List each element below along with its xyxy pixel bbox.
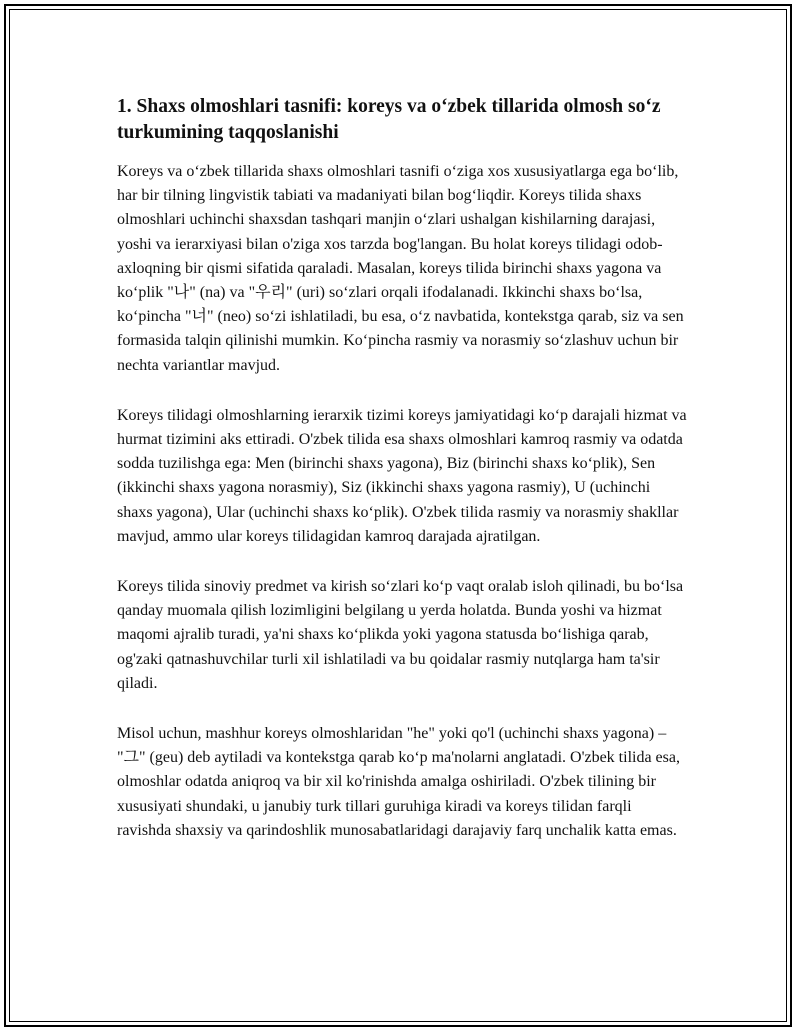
section-title: 1. Shaxs olmoshlari tasnifi: koreys va o‘zbek tillarida olmosh so‘z turkumining taqqoslanishi [117,96,661,143]
document-body [117,94,687,869]
paragraph-2: Koreys tilidagi olmoshlarning ierarxik tizimi koreys jamiyatidagi ko‘p darajali hizmat va hurmat tizimini aks ettiradi. O'zbek tilida esa shaxs olmoshlari kamroq rasmiy va odatda sodda tuzilishga ega: Men (birinchi shaxs yagona), Biz (birinchi shaxs ko‘plik), Sen (ikkinchi shaxs yagona norasmiy), Siz (ikkinchi shaxs yagona rasmiy), U (uchinchi shaxs yagona), Ular (uchinchi shaxs ko‘plik). O'zbek tilida rasmiy va norasmiy shakllar mavjud, ammo ular koreys tilidagidan kamroq darajada ajratilgan. [117,406,687,545]
paragraph-4: Misol uchun, mashhur koreys olmoshlaridan "he" yoki qo'l (uchinchi shaxs yagona) – "그" (geu) deb aytiladi va kontekstga qarab ko‘p ma'nolarni anglatadi. O'zbek tilida esa, olmoshlar odatda aniqroq va bir xil ko'rinishda amalga oshiriladi. O'zbek tilining bir xususiyati shundaki, u janubiy turk tillari guruhiga kiradi va koreys tilidan farqli ravishda shaxsiy va qarindoshlik munosabatlaridagi darajaviy farq unchalik katta emas. [117,725,680,839]
paragraph-1: Koreys va o‘zbek tillarida shaxs olmoshlari tasnifi o‘ziga xos xususiyatlarga ega bo‘lib, har bir tilning lingvistik tabiati va madaniyati bilan bog‘liqdir. Koreys tilida shaxs olmoshlari uchinchi shaxsdan tashqari manjin o‘zlari ushalgan kishilarning darajasi, yoshi va ierarxiyasi bilan o'ziga xos tarzda bog'langan. Bu holat koreys tilidagi odob-axloqning bir qismi sifatida qaraladi. Masalan, koreys tilida birinchi shaxs yagona va ko‘plik "나" (na) va "우리" (uri) so‘zlari orqali ifodalanadi. Ikkinchi shaxs bo‘lsa, ko‘pincha "너" (neo) so‘zi ishlatiladi, bu esa, o‘z navbatida, kontekstga qarab, siz va sen formasida talqin qilinishi mumkin. Ko‘pincha rasmiy va norasmiy so‘zlashuv uchun bir nechta variantlar mavjud. [117,163,684,374]
paragraph-3: Koreys tilida sinoviy predmet va kirish so‘zlari ko‘p vaqt oralab isloh qilinadi, bu bo‘lsa qanday muomala qilish lozimligini belgilang u yerda holatda. Bunda yoshi va hizmat maqomi ajralib turadi, ya'ni shaxs ko‘plikda yoki yagona statusda bo‘lishiga qarab, og'zaki qatnashuvchilar turli xil ishlatiladi va bu qoidalar rasmiy nutqlarga ham ta'sir qiladi. [117,578,684,692]
